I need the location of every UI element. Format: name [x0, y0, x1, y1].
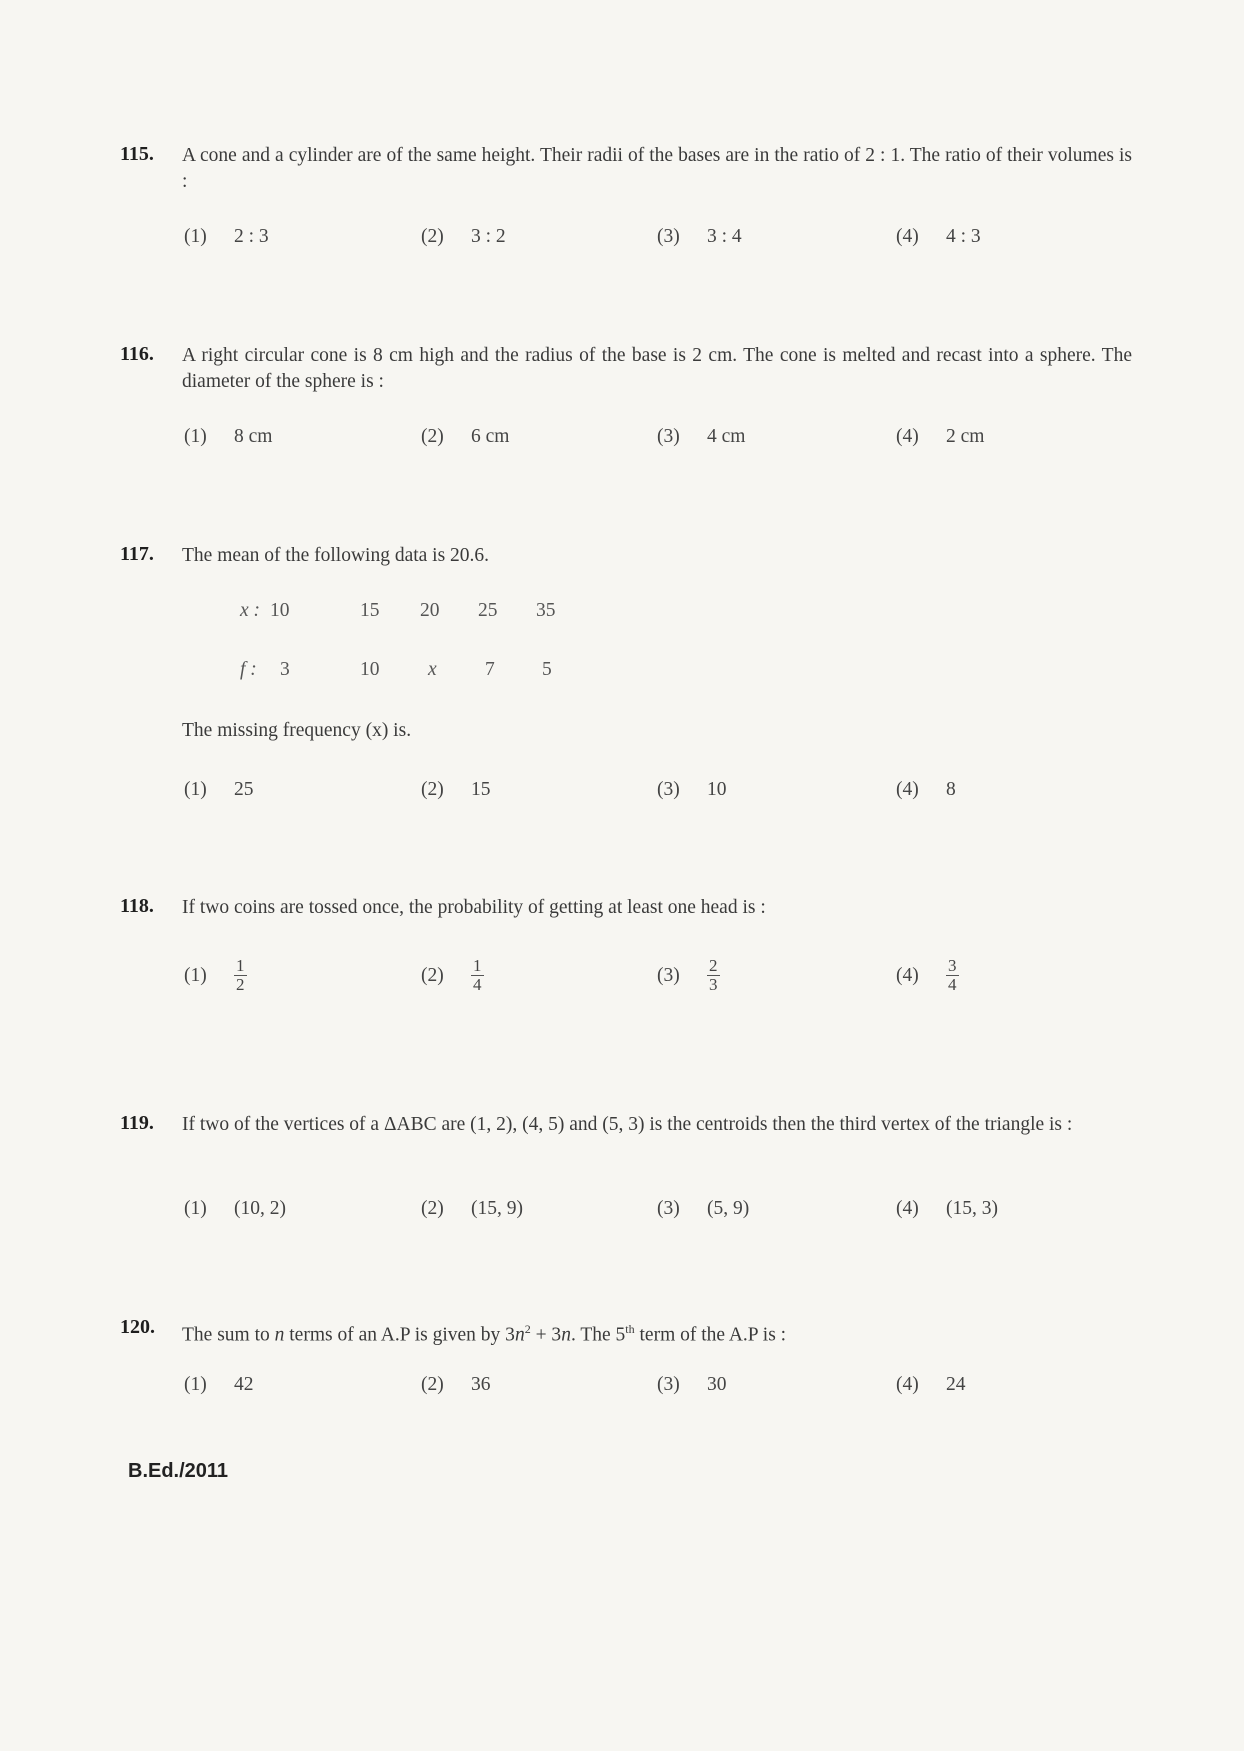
option-3[interactable]	[657, 957, 720, 994]
variable-n: n	[514, 1324, 525, 1346]
option-value: 10	[707, 779, 727, 800]
fraction-denominator: 3	[709, 975, 718, 994]
option-label: (4)	[896, 964, 919, 986]
text-part: The sum to	[182, 1324, 275, 1346]
text-part: term of the A.P is :	[634, 1324, 787, 1346]
option-label: (1)	[184, 1374, 207, 1395]
fraction-numerator: 1	[236, 956, 245, 975]
ordinal-suffix: th	[625, 1322, 635, 1336]
fraction	[946, 957, 959, 994]
option-label: (2)	[421, 226, 444, 247]
option-3[interactable]	[657, 1198, 749, 1220]
question-number: 117.	[120, 543, 154, 565]
options-row	[184, 1374, 1084, 1408]
option-label: (1)	[184, 964, 207, 986]
option-value: 8	[946, 779, 956, 800]
option-4[interactable]	[896, 779, 956, 801]
fraction-denominator: 4	[948, 975, 957, 994]
option-label: (3)	[657, 426, 680, 447]
question-text: A cone and a cylinder are of the same height. Their radii of the bases are in the ratio of 2 : 1. The ratio of their volumes is :	[182, 145, 1132, 192]
question-118	[120, 895, 1130, 1015]
question-116	[120, 343, 1130, 453]
option-value: 4 cm	[707, 426, 746, 447]
table-cell: 3	[280, 659, 290, 680]
table-cell: x	[428, 659, 437, 680]
variable-n: n	[274, 1324, 285, 1346]
fraction-numerator: 2	[709, 956, 718, 975]
question-117	[120, 543, 1130, 813]
option-value: (10, 2)	[234, 1198, 286, 1219]
option-2[interactable]	[421, 779, 491, 801]
option-label: (3)	[657, 964, 680, 986]
option-2[interactable]	[421, 1374, 491, 1396]
options-row	[184, 426, 1084, 460]
text-part: terms of an A.P is given by 3	[284, 1324, 515, 1346]
option-1[interactable]	[184, 226, 269, 248]
option-3[interactable]	[657, 426, 745, 448]
table-cell: 35	[536, 600, 556, 621]
option-1[interactable]	[184, 1198, 286, 1220]
fraction-numerator: 1	[473, 956, 482, 975]
table-cell: 5	[542, 659, 552, 680]
option-label: (4)	[896, 1374, 919, 1395]
option-label: (3)	[657, 1198, 680, 1219]
option-1[interactable]	[184, 1374, 254, 1396]
table-cell: 25	[478, 600, 498, 621]
option-label: (1)	[184, 226, 207, 247]
question-text: If two of the vertices of a ΔABC are (1, 2), (4, 5) and (5, 3) is the centroids then the third vertex of the triangle is :	[182, 1114, 1073, 1135]
option-2[interactable]	[421, 426, 509, 448]
question-number: 115.	[120, 143, 154, 165]
option-label: (2)	[421, 779, 444, 800]
option-1[interactable]	[184, 426, 272, 448]
option-4[interactable]	[896, 1374, 966, 1396]
option-4[interactable]	[896, 1198, 998, 1220]
options-row	[184, 779, 1084, 813]
options-row	[184, 1198, 1084, 1232]
table-cell: 10	[360, 659, 380, 680]
data-row-f	[240, 659, 700, 685]
option-label: (3)	[657, 226, 680, 247]
option-3[interactable]	[657, 779, 727, 801]
question-number: 120.	[120, 1316, 155, 1338]
option-3[interactable]	[657, 1374, 727, 1396]
options-row	[184, 957, 1084, 1007]
question-number: 116.	[120, 343, 154, 365]
question-115	[120, 143, 1130, 253]
fraction	[471, 957, 484, 994]
text-part: + 3	[530, 1324, 562, 1346]
question-119	[120, 1112, 1130, 1222]
option-4[interactable]	[896, 226, 981, 248]
option-label: (2)	[421, 1374, 444, 1395]
question-text	[182, 1316, 1132, 1349]
options-row	[184, 226, 1084, 260]
text-part: . The 5	[570, 1324, 626, 1346]
option-value: (15, 3)	[946, 1198, 998, 1219]
option-value: 36	[471, 1374, 491, 1395]
option-value: (15, 9)	[471, 1198, 523, 1219]
option-value: 24	[946, 1374, 966, 1395]
option-value: 8 cm	[234, 426, 273, 447]
fraction	[234, 957, 247, 994]
option-value: 3 : 2	[471, 226, 506, 247]
option-label: (2)	[421, 1198, 444, 1219]
option-value: 4 : 3	[946, 226, 981, 247]
option-value: 2 : 3	[234, 226, 269, 247]
exponent: 2	[524, 1322, 531, 1336]
option-label: (2)	[421, 964, 444, 986]
table-cell: 15	[360, 600, 380, 621]
question-number: 119.	[120, 1112, 154, 1134]
question-number: 118.	[120, 895, 154, 917]
option-label: (1)	[184, 426, 207, 447]
option-3[interactable]	[657, 226, 742, 248]
option-label: (4)	[896, 1198, 919, 1219]
option-2[interactable]	[421, 226, 506, 248]
option-label: (4)	[896, 226, 919, 247]
option-4[interactable]	[896, 957, 959, 994]
question-text: The mean of the following data is 20.6.	[182, 545, 490, 566]
variable-n: n	[561, 1324, 571, 1346]
option-label: (4)	[896, 779, 919, 800]
fraction	[707, 957, 720, 994]
option-value: 6 cm	[471, 426, 510, 447]
row-label: f :	[240, 659, 257, 680]
option-value: 15	[471, 779, 491, 800]
option-label: (4)	[896, 426, 919, 447]
option-label: (3)	[657, 1374, 680, 1395]
option-label: (2)	[421, 426, 444, 447]
option-value: (5, 9)	[707, 1198, 750, 1219]
option-label: (1)	[184, 779, 207, 800]
option-value: 42	[234, 1374, 254, 1395]
option-2[interactable]	[421, 957, 484, 994]
table-cell: 10	[270, 600, 290, 621]
fraction-denominator: 4	[473, 975, 482, 994]
option-2[interactable]	[421, 1198, 523, 1220]
option-1[interactable]	[184, 779, 254, 801]
table-cell: 20	[420, 600, 440, 621]
row-label: x :	[240, 600, 261, 621]
option-1[interactable]	[184, 957, 247, 994]
option-value: 3 : 4	[707, 226, 742, 247]
question-text: If two coins are tossed once, the probability of getting at least one head is :	[182, 897, 766, 918]
fraction-denominator: 2	[236, 975, 245, 994]
option-label: (1)	[184, 1198, 207, 1219]
question-text: A right circular cone is 8 cm high and the radius of the base is 2 cm. The cone is melted and recast into a sphere. The diameter of the sphere is :	[182, 345, 1132, 392]
option-value: 2 cm	[946, 426, 985, 447]
page-footer: B.Ed./2011	[128, 1460, 229, 1482]
table-cell: 7	[485, 659, 495, 680]
question-120	[120, 1316, 1130, 1406]
option-value: 30	[707, 1374, 727, 1395]
option-label: (3)	[657, 779, 680, 800]
fraction-numerator: 3	[948, 956, 957, 975]
data-row-x	[240, 600, 700, 626]
option-4[interactable]	[896, 426, 984, 448]
option-value: 25	[234, 779, 254, 800]
question-followup: The missing frequency (x) is.	[182, 720, 412, 741]
